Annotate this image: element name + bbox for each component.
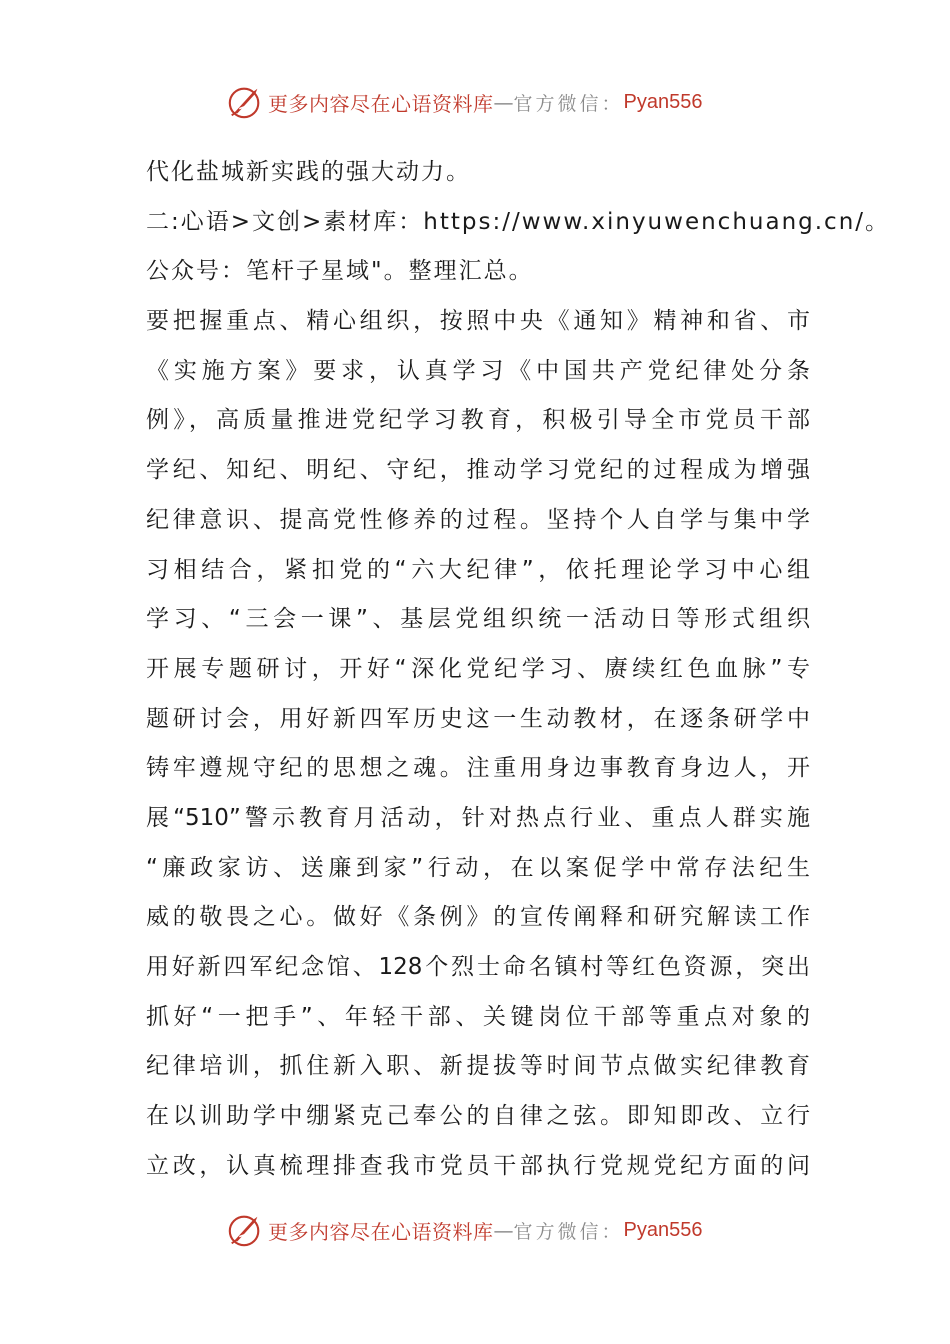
text-line: “廉政家访、送廉到家”行动，在以案促学中常存法纪生 [146, 854, 810, 881]
banner-wechat-id: Pyan556 [623, 1218, 703, 1241]
text-line: 立改，认真梳理排查我市党员干部执行党规党纪方面的问 [146, 1152, 810, 1179]
body-text [146, 148, 891, 1191]
text-line: 抓好“一把手”、年轻干部、关键岗位干部等重点对象的 [146, 1003, 810, 1030]
banner-wechat-label: 官方微信： [513, 92, 624, 115]
text-line: 代化盐城新实践的强大动力。 [146, 159, 471, 185]
text-line: 纪律意识、提高党性修养的过程。坚持个人自学与集中学 [146, 506, 810, 533]
text-line: 展“510”警示教育月活动，针对热点行业、重点人群实施 [146, 804, 810, 831]
banner-wechat-label: 官方微信： [513, 1220, 624, 1243]
text-line: 开展专题研讨，开好“深化党纪学习、赓续红色血脉”专 [146, 655, 810, 682]
text-line: 纪律培训，抓住新入职、新提拔等时间节点做实纪律教育 [146, 1053, 810, 1080]
text-line: 在以训助学中绷紧克己奉公的自律之弦。即知即改、立行 [146, 1103, 810, 1130]
text-line: 威的敬畏之心。做好《条例》的宣传阐释和研究解读工作 [146, 904, 810, 931]
banner-wechat-id: Pyan556 [623, 90, 703, 113]
text-line: 习相结合，紧扣党的“六大纪律”，依托理论学习中心组 [146, 556, 810, 583]
text-line: 例》，高质量推进党纪学习教育，积极引导全市党员干部 [146, 407, 810, 434]
text-line: 要把握重点、精心组织，按照中央《通知》精神和省、市 [146, 308, 810, 335]
text-line: 《实施方案》要求，认真学习《中国共产党纪律处分条 [146, 357, 810, 384]
text-line: 学纪、知纪、明纪、守纪，推动学习党纪的过程成为增强 [146, 457, 810, 484]
quill-pen-logo-icon [226, 83, 264, 121]
text-line: 公众号：笔杆子星域"。整理汇总。 [146, 258, 534, 285]
footer-banner[interactable] [226, 1210, 746, 1250]
quill-pen-logo-icon [226, 1211, 264, 1249]
text-line: 学习、“三会一课”、基层党组织统一活动日等形式组织 [146, 606, 810, 633]
banner-separator: — [493, 90, 514, 114]
banner-text: 更多内容尽在心语资料库 [268, 1219, 494, 1244]
header-banner[interactable] [226, 82, 746, 122]
banner-text: 更多内容尽在心语资料库 [268, 91, 494, 116]
banner-separator: — [493, 1218, 514, 1242]
text-line: 用好新四军纪念馆、128个烈士命名镇村等红色资源，突出 [146, 954, 810, 980]
text-line: 题研讨会，用好新四军历史这一生动教材，在逐条研学中 [146, 705, 810, 732]
text-line: 铸牢遵规守纪的思想之魂。注重用身边事教育身边人，开 [146, 755, 810, 782]
text-line: 二:心语>文创>素材库：https://www.xinyuwenchuang.cn/。 [146, 208, 891, 235]
